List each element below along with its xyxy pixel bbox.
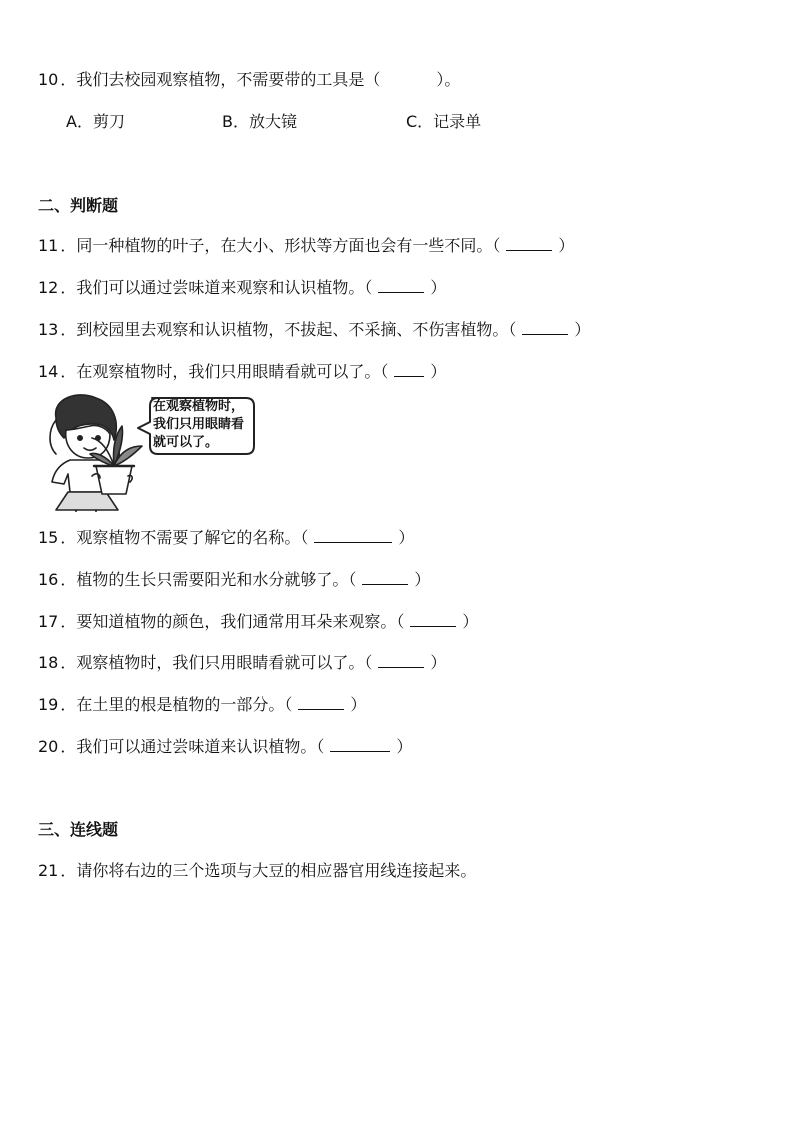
question-10 <box>38 70 460 90</box>
question-12 <box>38 278 446 298</box>
option-c[interactable]: C．记录单 <box>406 112 482 131</box>
question-18 <box>38 653 446 673</box>
question-number: 12 <box>38 278 59 297</box>
question-number: 16 <box>38 570 59 589</box>
answer-blank[interactable] <box>314 528 392 543</box>
question-close: ） <box>462 612 479 631</box>
answer-blank[interactable] <box>298 695 344 710</box>
section-title-matching: 三、连线题 <box>38 820 119 839</box>
question-text: ．我们可以通过尝味道来认识植物。（ <box>60 737 325 756</box>
section-title-judgment: 二、判断题 <box>38 196 119 215</box>
question-text: ．植物的生长只需要阳光和水分就够了。（ <box>60 570 357 589</box>
answer-blank[interactable] <box>410 612 456 627</box>
question-19 <box>38 695 366 715</box>
question-number: 21 <box>38 861 59 880</box>
question-15 <box>38 528 414 548</box>
question-17 <box>38 612 478 632</box>
question-close: ） <box>430 653 447 672</box>
question-close: ） <box>558 236 575 255</box>
answer-blank[interactable] <box>522 320 568 335</box>
question-11 <box>38 236 574 256</box>
answer-blank[interactable] <box>330 737 390 752</box>
question-close: ） <box>574 320 591 339</box>
answer-blank[interactable] <box>378 653 424 668</box>
question-text: ．在观察植物时，我们只用眼睛看就可以了。（ <box>60 362 389 381</box>
question-close: ） <box>396 737 413 756</box>
answer-blank[interactable] <box>394 362 424 377</box>
question-21 <box>38 861 476 881</box>
question-close: ） <box>430 278 447 297</box>
question-text: ．观察植物时，我们只用眼睛看就可以了。（ <box>60 653 373 672</box>
question-number: 13 <box>38 320 59 339</box>
question-16 <box>38 570 430 590</box>
option-b[interactable]: B．放大镜 <box>222 112 297 131</box>
question-number: 11 <box>38 236 59 255</box>
question-number: 14 <box>38 362 59 381</box>
answer-blank[interactable] <box>362 570 408 585</box>
question-close: ） <box>398 528 415 547</box>
answer-blank[interactable] <box>386 70 430 85</box>
question-text: ．要知道植物的颜色，我们通常用耳朵来观察。（ <box>60 612 405 631</box>
question-close: ） <box>430 362 447 381</box>
question-text: ．请你将右边的三个选项与大豆的相应器官用线连接起来。 <box>60 861 477 880</box>
question-close: ）。 <box>436 70 461 89</box>
answer-blank[interactable] <box>506 236 552 251</box>
question-14 <box>38 362 446 382</box>
question-number: 10 <box>38 70 59 89</box>
question-number: 18 <box>38 653 59 672</box>
question-text: ．在土里的根是植物的一部分。（ <box>60 695 293 714</box>
answer-blank[interactable] <box>378 278 424 293</box>
question-close: ） <box>350 695 367 714</box>
question-text: ．我们可以通过尝味道来观察和认识植物。（ <box>60 278 373 297</box>
question-number: 20 <box>38 737 59 756</box>
question-number: 17 <box>38 612 59 631</box>
question-20 <box>38 737 412 757</box>
question-text: ．同一种植物的叶子，在大小、形状等方面也会有一些不同。（ <box>60 236 501 255</box>
question-number: 15 <box>38 528 59 547</box>
question-text: ．我们去校园观察植物，不需要带的工具是（ <box>60 70 381 89</box>
question-13 <box>38 320 590 340</box>
speech-bubble-text: 在观察植物时，我们只用眼睛看就可以了。 <box>153 399 245 450</box>
question-close: ） <box>414 570 431 589</box>
question-text: ．到校园里去观察和认识植物，不拔起、不采摘、不伤害植物。（ <box>60 320 517 339</box>
question-text: ．观察植物不需要了解它的名称。（ <box>60 528 309 547</box>
question-number: 19 <box>38 695 59 714</box>
option-a[interactable]: A．剪刀 <box>66 112 125 131</box>
